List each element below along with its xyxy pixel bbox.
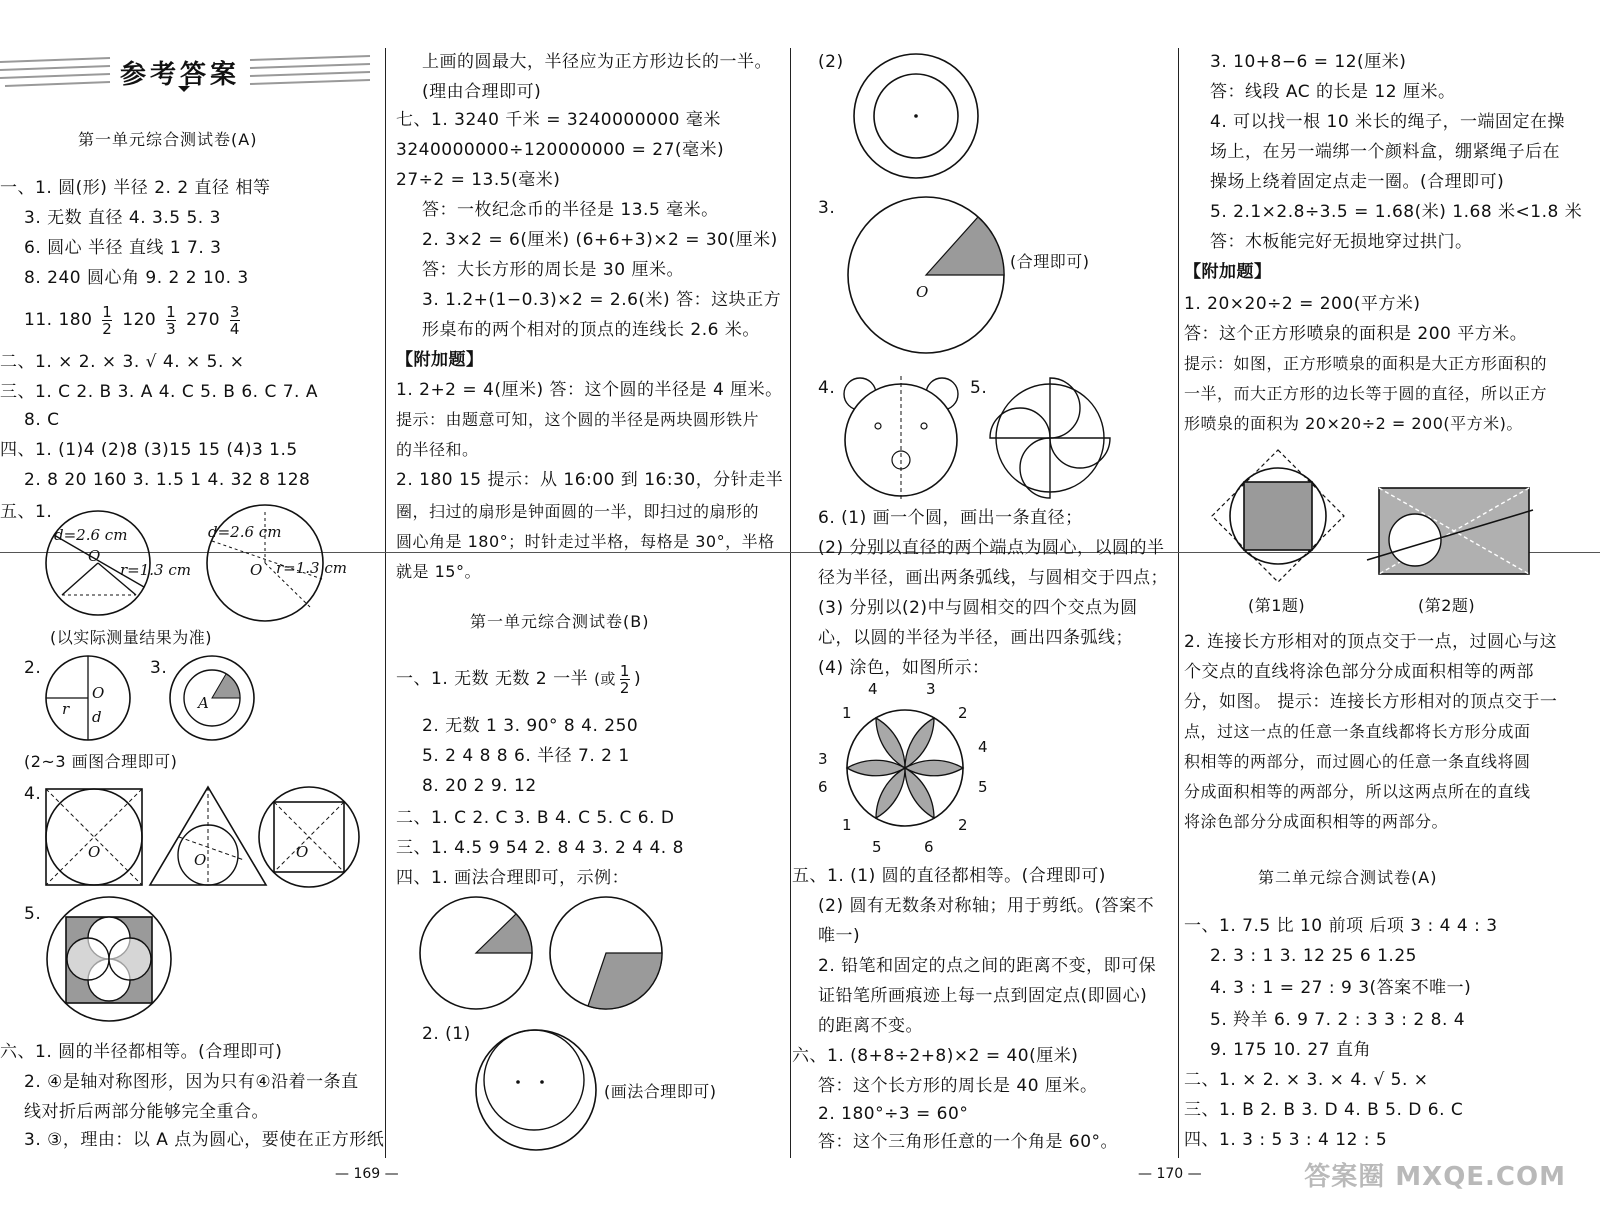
answer-line: 3. 无数 直径 4. 3.5 5. 3 (24, 208, 221, 228)
answer-line: 个交点的直线将涂色部分分成面积相等的两部 (1184, 662, 1534, 682)
hint-line: 的半径和。 (396, 440, 479, 459)
point-label: 5 (872, 838, 882, 856)
answer-line: 4. (24, 784, 42, 804)
diameter-label: d=2.6 cm (54, 526, 128, 544)
answer-line: (2) 圆有无数条对称轴；用于剪纸。(答案不 (818, 896, 1155, 916)
pinwheel-figure (990, 378, 1110, 498)
sector-circles-figure (418, 895, 678, 1015)
answer-line: (2) 分别以直径的两个端点为圆心，以圆的半 (818, 538, 1165, 558)
answer-line: 3. (150, 658, 168, 678)
answer-line: 唯一) (818, 926, 861, 946)
fraction (166, 304, 176, 337)
hint-line: 形喷泉的面积为 20×20÷2 = 200(平方米)。 (1184, 414, 1523, 433)
rectangle-split-figure (1365, 470, 1535, 580)
answer-line: 场上，在另一端绑一个颜料盒，绷紧绳子后在 (1210, 142, 1560, 162)
measured-circles-figure (40, 495, 360, 625)
answer-line: 9. 175 10. 27 直角 (1210, 1040, 1371, 1060)
center-label: O (92, 684, 105, 702)
numerator: 3 (229, 302, 240, 321)
answer-line: 2. 无数 1 3. 90° 8 4. 250 (422, 716, 639, 736)
answer-line: 六、1. (8+8÷2+8)×2 = 40(厘米) (792, 1046, 1079, 1066)
center-label: O (194, 851, 207, 869)
answer-line: 2. 8 20 160 3. 1.5 1 4. 32 8 128 (24, 470, 311, 490)
point-label: 1 (842, 816, 852, 834)
fraction (102, 304, 112, 337)
answer-line: 二、1. × 2. × 3. × 4. √ 5. × (1184, 1070, 1429, 1090)
answer-line: 证铅笔所画痕迹上每一点到固定点(即圆心) (818, 986, 1148, 1006)
answer-line: 2. (1) (422, 1024, 471, 1044)
paren-open: (或 (594, 670, 616, 688)
header-title: 参考答案 (120, 60, 241, 90)
bonus-heading: 【附加题】 (1184, 262, 1272, 282)
radius-label: r=1.3 cm (120, 561, 191, 579)
bonus-heading: 【附加题】 (396, 350, 484, 370)
answer-line: (3) 分别以(2)中与圆相交的四个交点为圆 (818, 598, 1138, 618)
answer-line: 2. (24, 658, 42, 678)
answer-line: 2. 3×2 = 6(厘米) (6+6+3)×2 = 30(厘米) (422, 230, 778, 250)
answer-line: 4. 可以找一根 10 米长的绳子，一端固定在操 (1210, 112, 1566, 132)
answer-line: (2) (818, 52, 844, 72)
center-label: O (296, 843, 309, 861)
answer-line: 2. 铅笔和固定的点之间的距离不变，即可保 (818, 956, 1157, 976)
radius-label: r (62, 700, 70, 718)
point-label: 5 (978, 778, 988, 796)
page-number-right: — 170 — (1138, 1166, 1202, 1182)
center-label: O (88, 547, 101, 565)
diameter-label: d (92, 708, 102, 726)
point-label: 1 (842, 704, 852, 722)
point-label: 6 (818, 778, 828, 796)
answer-line: 六、1. 圆的半径都相等。(合理即可) (0, 1042, 283, 1062)
answer-line: 6. (1) 画一个圆，画出一条直径； (818, 508, 1083, 528)
answer-line: 操场上绕着固定点走一圈。(合理即可) (1210, 172, 1505, 192)
column-divider (385, 48, 386, 1158)
answer-line: 答：木板能完好无损地穿过拱门。 (1210, 232, 1473, 252)
answer-line: 1. 2+2 = 4(厘米) 答：这个圆的半径是 4 厘米。 (396, 380, 783, 400)
hint-line: 圈，扫过的扇形是钟面圆的一半，即扫过的扇形的 (396, 502, 760, 521)
point-label: 6 (924, 838, 934, 856)
point-label: 4 (868, 680, 878, 698)
answer-line: 3. 10+8−6 = 12(厘米) (1210, 52, 1407, 72)
answer-text: 120 (122, 310, 157, 330)
answer-line: 一、1. 7.5 比 10 前项 后项 3 : 4 4 : 3 (1184, 916, 1498, 936)
answer-line: 答：一枚纪念币的半径是 13.5 毫米。 (422, 200, 719, 220)
answer-line-fractions (24, 300, 244, 340)
page-number-left: — 169 — (335, 1166, 399, 1182)
center-label: O (250, 561, 263, 579)
answer-line: 形桌布的两个相对的顶点的连线长 2.6 米。 (422, 320, 760, 340)
answer-line: 4. 3 : 1 = 27 : 9 3(答案不唯一) (1210, 978, 1472, 998)
sector-figure (840, 185, 1020, 345)
answer-line: 5. 羚羊 6. 9 7. 2 : 3 3 : 2 8. 4 (1210, 1010, 1466, 1030)
point-label: 3 (818, 750, 828, 768)
answer-line: 的距离不变。 (818, 1016, 923, 1036)
answer-line: 三、1. B 2. B 3. D 4. B 5. D 6. C (1184, 1100, 1464, 1120)
answer-line: 5. 2 4 8 8 6. 半径 7. 2 1 (422, 746, 630, 766)
diameter-label: d=2.6 cm (208, 523, 282, 541)
answer-line: 1. 20×20÷2 = 200(平方米) (1184, 294, 1421, 314)
answer-line: 七、1. 3240 千米 = 3240000000 毫米 (396, 110, 721, 130)
answer-line: 二、1. × 2. × 3. √ 4. × 5. × (0, 352, 245, 372)
hint-line: 提示：如图，正方形喷泉的面积是大正方形面积的 (1184, 354, 1548, 373)
answer-text: 一、1. 无数 无数 2 一半 (396, 669, 589, 689)
hint-line: 分成面积相等的两部分，所以这两点所在的直线 (1184, 782, 1531, 801)
hint-line: 点，过这一点的任意一条直线都将长方形分成面 (1184, 722, 1531, 741)
point-label: 3 (926, 680, 936, 698)
column-divider (1178, 48, 1179, 1158)
answer-line: 5. (970, 378, 988, 398)
answer-line: (理由合理即可) (422, 82, 542, 102)
hint-line: 一半，而大正方形的边长等于圆的直径，所以正方 (1184, 384, 1548, 403)
answer-line: 3. (818, 198, 836, 218)
denominator: 2 (102, 319, 113, 338)
denominator: 2 (619, 678, 630, 697)
column-divider (790, 48, 791, 1158)
answer-line: 三、1. C 2. B 3. A 4. C 5. B 6. C 7. A (0, 382, 318, 402)
answer-line: 心，以圆的半径为半径，画出四条弧线； (818, 628, 1133, 648)
answer-line: 上画的圆最大，半径应为正方形边长的一半。 (422, 52, 772, 72)
figure-note: (合理即可) (1010, 252, 1090, 271)
point-label: 4 (978, 738, 988, 756)
answer-text: 270 (186, 310, 221, 330)
point-label: 2 (958, 816, 968, 834)
answer-line: 四、1. (1)4 (2)8 (3)15 15 (4)3 1.5 (0, 440, 298, 460)
denominator: 4 (229, 319, 240, 338)
section-title: 第二单元综合测试卷(A) (1258, 868, 1438, 887)
section-title: 第一单元综合测试卷(B) (470, 612, 650, 631)
hint-line: 将涂色部分分成面积相等的两部分。 (1184, 812, 1449, 831)
answer-line: 8. C (24, 410, 60, 430)
fraction (620, 663, 630, 696)
answer-line: 2. 3 : 1 3. 12 25 6 1.25 (1210, 946, 1417, 966)
center-label: O (88, 843, 101, 861)
answer-line: 4. (818, 378, 836, 398)
answer-line: 2. 180 15 提示：从 16:00 到 16:30，分针走半 (396, 470, 784, 490)
tangent-circles-figure (470, 1030, 610, 1150)
hint-line: 圆心角是 180°；时针走过半格，每格是 30°，半格 (396, 532, 775, 551)
answer-line: 3. 1.2+(1−0.3)×2 = 2.6(米) 答：这块正方 (422, 290, 782, 310)
answer-line: 3240000000÷120000000 = 27(毫米) (396, 140, 725, 160)
numerator: 1 (166, 302, 177, 321)
section-title: 第一单元综合测试卷(A) (78, 130, 258, 149)
fountain-square-figure (1210, 448, 1350, 588)
answer-line: 答：大长方形的周长是 30 厘米。 (422, 260, 684, 280)
answer-line: 二、1. C 2. C 3. B 4. C 5. C 6. D (396, 808, 675, 828)
answer-line-fraction (396, 660, 641, 698)
numerator: 1 (102, 302, 113, 321)
answer-line: 五、1. (0, 502, 53, 522)
answer-line: 四、1. 3 : 5 3 : 4 12 : 5 (1184, 1130, 1388, 1150)
hint-line: 积相等的两部分，而过圆心的任意一条直线将圆 (1184, 752, 1531, 771)
answer-line: 一、1. 圆(形) 半径 2. 2 直径 相等 (0, 178, 271, 198)
answer-line: 答：这个三角形任意的一个角是 60°。 (818, 1132, 1119, 1152)
answer-line: 3. ③，理由：以 A 点为圆心，要使在正方形纸 (24, 1130, 385, 1150)
circle-d-r-figure (40, 650, 340, 750)
point-label: 2 (958, 704, 968, 722)
answer-line: 径为半径，画出两条弧线，与圆相交于四点； (818, 568, 1168, 588)
answer-line: 答：这个正方形喷泉的面积是 200 平方米。 (1184, 324, 1528, 344)
inscribed-shapes-figure (44, 785, 364, 895)
answer-line: 分，如图。 提示：连接长方形相对的顶点交于一 (1184, 692, 1558, 712)
numerator: 1 (619, 661, 630, 680)
flower-in-square-figure (44, 895, 184, 1025)
answer-line: 8. 240 圆心角 9. 2 2 10. 3 (24, 268, 249, 288)
figure-note: (画法合理即可) (604, 1082, 717, 1101)
answer-line: 8. 20 2 9. 12 (422, 776, 537, 796)
figure-caption: (第2题) (1418, 596, 1476, 615)
answer-line: 三、1. 4.5 9 54 2. 8 4 3. 2 4 4. 8 (396, 838, 684, 858)
denominator: 3 (166, 319, 177, 338)
hint-line: 就是 15°。 (396, 562, 481, 581)
answer-line: 2. 连接长方形相对的顶点交于一点，过圆心与这 (1184, 632, 1558, 652)
answer-line: 6. 圆心 半径 直线 1 7. 3 (24, 238, 222, 258)
answer-line: 答：这个长方形的周长是 40 厘米。 (818, 1076, 1098, 1096)
answer-line: 答：线段 AC 的长是 12 厘米。 (1210, 82, 1456, 102)
bear-face-figure (836, 374, 966, 504)
answer-line: 四、1. 画法合理即可，示例： (396, 868, 630, 888)
answer-text: 11. 180 (24, 310, 93, 330)
watermark: 答案圈 MXQE.COM (1304, 1162, 1566, 1192)
answer-line: 2. ④是轴对称图形，因为只有④沿着一条直 (24, 1072, 359, 1092)
fraction (230, 304, 240, 337)
answer-line: 线对折后两部分能够完全重合。 (24, 1102, 269, 1122)
figure-note: (2~3 画图合理即可) (24, 752, 178, 771)
concentric-circles-figure (850, 52, 990, 182)
point-a-label: A (198, 694, 209, 712)
answer-line: 5. (24, 904, 42, 924)
answer-line: 27÷2 = 13.5(毫米) (396, 170, 561, 190)
center-label: O (916, 283, 929, 301)
radius-label: r=1.3 cm (276, 559, 347, 577)
figure-caption: (第1题) (1248, 596, 1306, 615)
answer-line: (4) 涂色，如图所示： (818, 658, 990, 678)
answer-line: 2. 180°÷3 = 60° (818, 1104, 969, 1124)
paren-close: ) (633, 669, 642, 689)
six-petal-flower-figure (810, 680, 1000, 860)
hint-line: 提示：由题意可知，这个圆的半径是两块圆形铁片 (396, 410, 760, 429)
answer-line: 5. 2.1×2.8÷3.5 = 1.68(米) 1.68 米<1.8 米 (1210, 202, 1583, 222)
figure-note: (以实际测量结果为准) (50, 628, 212, 647)
answer-line: 五、1. (1) 圆的直径都相等。(合理即可) (792, 866, 1106, 886)
